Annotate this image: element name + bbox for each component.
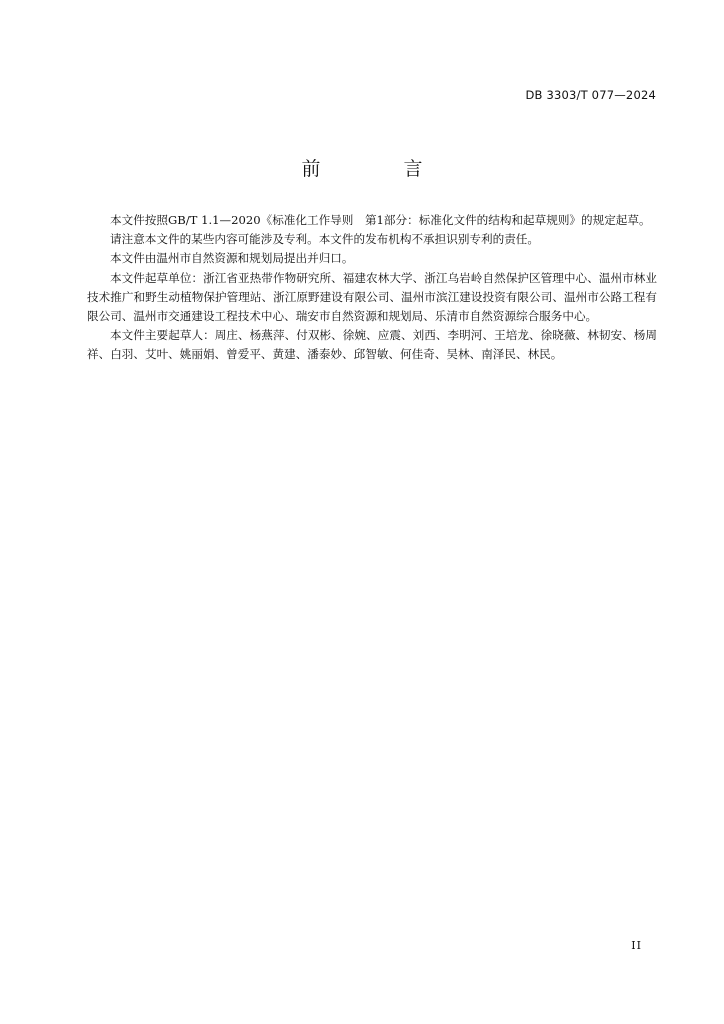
paragraph-drafting-rules: 本文件按照GB/T 1.1—2020《标准化工作导则 第1部分：标准化文件的结构和起草规则》的规定起草。 xyxy=(110,213,651,227)
paragraph-drafters: 本文件主要起草人：周庄、杨燕萍、付双彬、徐婉、应震、刘西、李明河、王培龙、徐晓薇、林韧安、杨周祥、白羽、艾叶、姚丽娟、曾爱平、黄建、潘泰妙、邱智敏、何佳奇、吴林、南泽民、林民。 xyxy=(87,328,657,362)
foreword-body xyxy=(87,211,657,365)
paragraph-proposer: 本文件由温州市自然资源和规划局提出并归口。 xyxy=(110,251,354,266)
paragraph-drafting-units: 本文件起草单位：浙江省亚热带作物研究所、福建农林大学、浙江乌岩岭自然保护区管理中心、温州市林业技术推广和野生动植物保护管理站、浙江原野建设有限公司、温州市滨江建设投资有限公司、温州市公路工程有限公司、温州市交通建设工程技术中心、瑞安市自然资源和规划局、乐清市自然资源综合服务中心。 xyxy=(87,270,657,324)
document-code: DB 3303/T 077—2024 xyxy=(525,88,656,102)
section-title: 前 言 xyxy=(301,158,455,180)
page-number: II xyxy=(631,939,642,952)
paragraph-patent-notice: 请注意本文件的某些内容可能涉及专利。本文件的发布机构不承担识别专利的责任。 xyxy=(110,232,539,247)
